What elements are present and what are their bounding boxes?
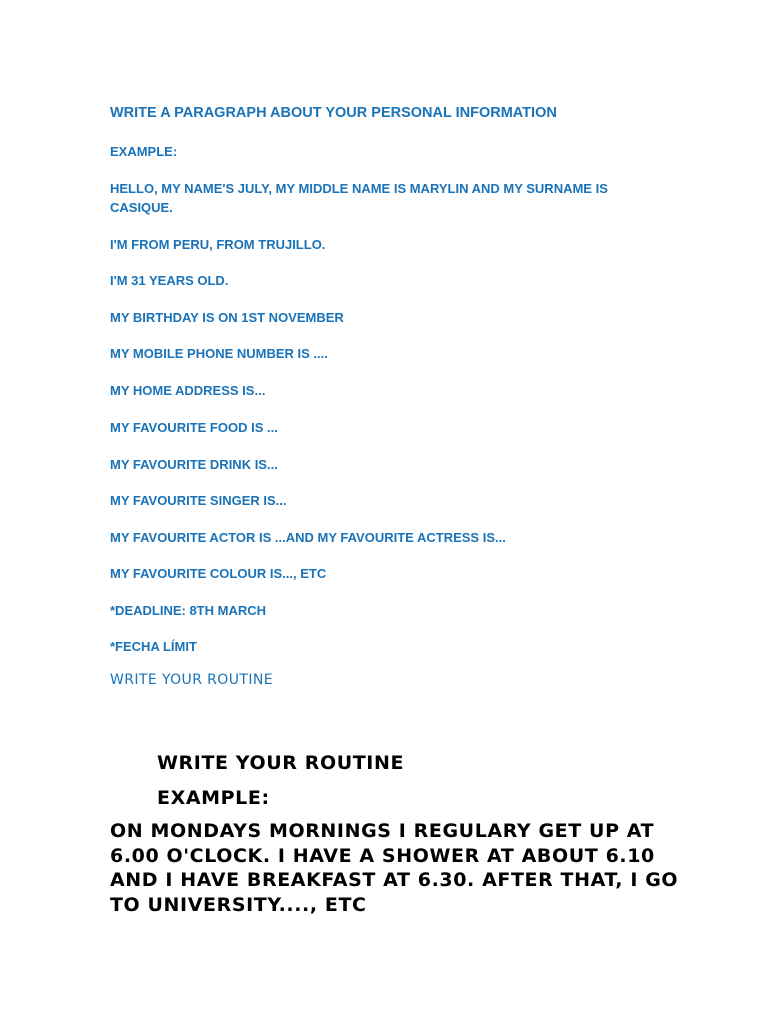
routine-paragraph: ON MONDAYS MORNINGS I REGULARY GET UP AT 6.00 O'CLOCK. I HAVE A SHOWER AT ABOUT 6.10 AND I HAVE BREAKFAST AT 6.30. AFTER THAT, I GO TO UNIVERSITY...., ETC	[110, 820, 686, 916]
document-heading: WRITE A PARAGRAPH ABOUT YOUR PERSONAL INFORMATION	[110, 105, 557, 121]
info-line-address: MY HOME ADDRESS IS...	[110, 383, 266, 398]
info-line-singer: MY FAVOURITE SINGER IS...	[110, 493, 287, 508]
info-line-birthday: MY BIRTHDAY IS ON 1ST NOVEMBER	[110, 310, 344, 325]
info-line-actor: MY FAVOURITE ACTOR IS ...AND MY FAVOURITE ACTRESS IS...	[110, 530, 506, 545]
info-line-age: I'M 31 YEARS OLD.	[110, 273, 229, 288]
info-line-food: MY FAVOURITE FOOD IS ...	[110, 420, 278, 435]
info-line-name: HELLO, MY NAME'S JULY, MY MIDDLE NAME IS MARYLIN AND MY SURNAME IS CASIQUE.	[110, 181, 608, 215]
routine-link-text: WRITE YOUR ROUTINE	[110, 672, 273, 688]
info-line-colour: MY FAVOURITE COLOUR IS..., ETC	[110, 566, 327, 581]
example-label: EXAMPLE:	[110, 144, 178, 159]
info-line-phone: MY MOBILE PHONE NUMBER IS ....	[110, 346, 328, 361]
routine-example-label: EXAMPLE:	[157, 787, 270, 809]
routine-title: WRITE YOUR ROUTINE	[157, 752, 405, 774]
info-line-origin: I'M FROM PERU, FROM TRUJILLO.	[110, 237, 326, 252]
deadline-note: *DEADLINE: 8TH MARCH	[110, 603, 266, 618]
fecha-limite-note: *FECHA LÍMIT	[110, 639, 197, 654]
info-line-drink: MY FAVOURITE DRINK IS...	[110, 457, 278, 472]
